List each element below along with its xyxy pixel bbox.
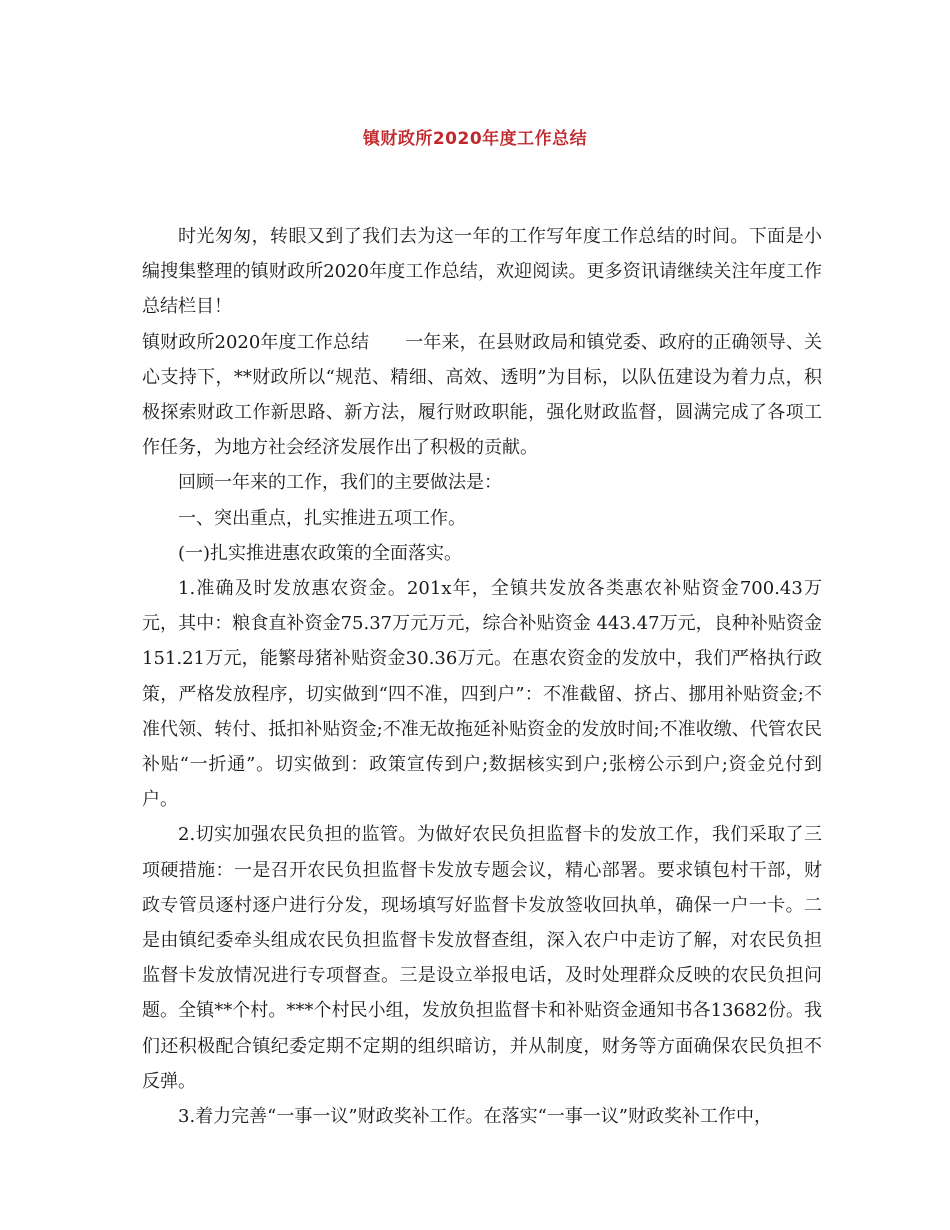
paragraph-item-3: 3.着力完善“一事一议”财政奖补工作。在落实“一事一议”财政奖补工作中， <box>178 1106 772 1128</box>
page-title: 镇财政所2020年度工作总结 <box>362 129 588 149</box>
subsection-heading-1: (一)扎实推进惠农政策的全面落实。 <box>178 542 463 564</box>
paragraph-item-1: 1.准确及时发放惠农资金。201x年，全镇共发放各类惠农补贴资金700.43万元，其中：粮食直补资金75.37万元万元，综合补贴资金 443.47万元，良种补贴资金151.21万元，能繁母猪补贴资金30.36万元。在惠农资金的发放中，我们严格执行政策，严格发放程序，切实做到“四不准，四到户”：不准截留、挤占、挪用补贴资金;不准代领、转付、抵扣补贴资金;不准无故拖延补贴资金的发放时间;不准收缴、代管农民补贴“一折通”。切实做到：政策宣传到户;数据核实到户;张榜公示到户;资金兑付到户。 <box>142 578 822 811</box>
paragraph-review: 回顾一年来的工作，我们的主要做法是： <box>178 472 502 494</box>
summary-lead: 镇财政所2020年度工作总结 <box>142 331 370 353</box>
document-body <box>142 219 822 1134</box>
section-heading-1: 一、突出重点，扎实推进五项工作。 <box>178 507 466 529</box>
paragraph-item-2: 2.切实加强农民负担的监管。为做好农民负担监督卡的发放工作，我们采取了三项硬措施：一是召开农民负担监督卡发放专题会议，精心部署。要求镇包村干部，财政专管员逐村逐户进行分发，现场填写好监督卡发放签收回执单，确保一户一卡。二是由镇纪委牵头组成农民负担监督卡发放督查组，深入农户中走访了解，对农民负担监督卡发放情况进行专项督查。三是设立举报电话，及时处理群众反映的农民负担问题。全镇**个村。***个村民小组，发放负担监督卡和补贴资金通知书各13682份。我们还积极配合镇纪委定期不定期的组织暗访，并从制度，财务等方面确保农民负担不反弹。 <box>142 824 822 1092</box>
summary-text: 一年来，在县财政局和镇党委、政府的正确领导、关心支持下，**财政所以“规范、精细、高效、透明”为目标，以队伍建设为着力点，积极探索财政工作新思路、新方法，履行财政职能，强化财政监督，圆满完成了各项工作任务，为地方社会经济发展作出了积极的贡献。 <box>142 331 823 459</box>
paragraph-intro: 时光匆匆，转眼又到了我们去为这一年的工作写年度工作总结的时间。下面是小编搜集整理的镇财政所2020年度工作总结，欢迎阅读。更多资讯请继续关注年度工作总结栏目！ <box>142 226 822 318</box>
paragraph-summary <box>142 325 822 466</box>
